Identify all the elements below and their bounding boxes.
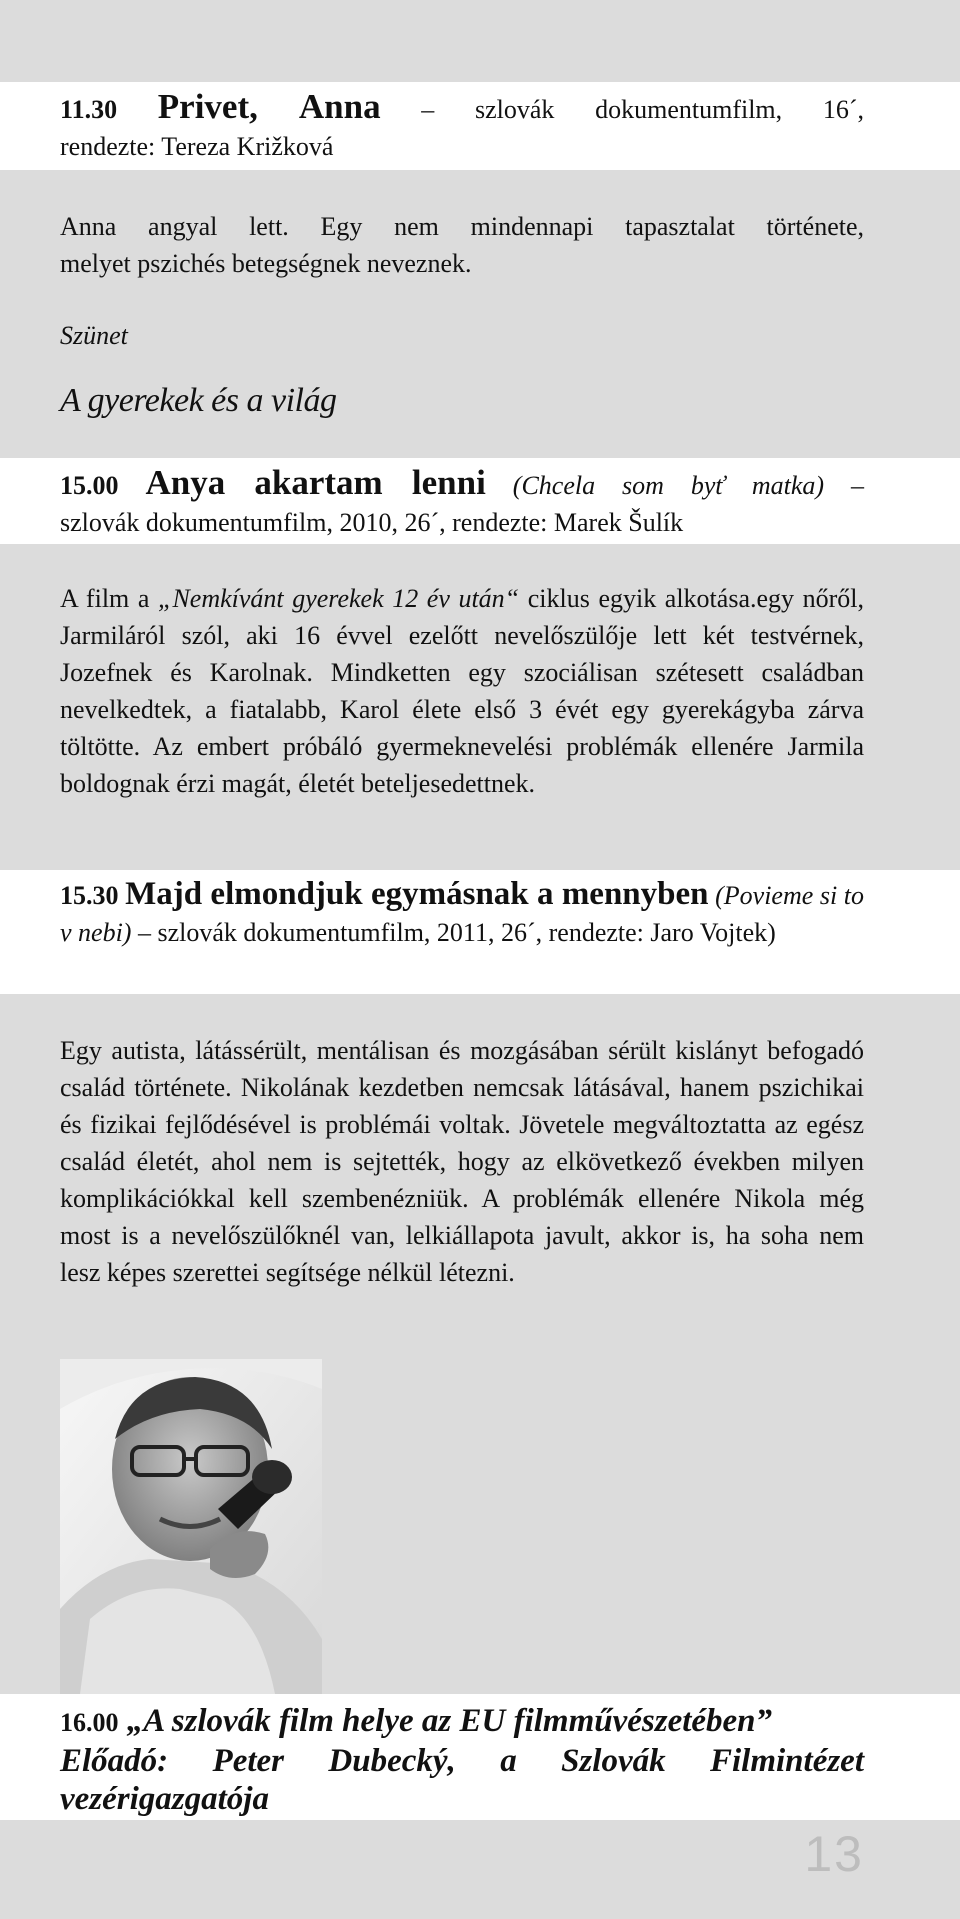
event-2-title: Anya akartam lenni (145, 463, 486, 502)
event-1-desc-line1: Anna angyal lett. Egy nem mindennapi tapasztalat története, (60, 212, 864, 241)
speaker-photo-image (60, 1359, 322, 1694)
event-2-series-name: „Nemkívánt gyerekek 12 év után“ (157, 584, 520, 613)
speaker-photo (60, 1359, 322, 1694)
event-2-meta: szlovák dokumentumfilm, 2010, 26´, rendezte: Marek Šulík (60, 508, 684, 537)
event-1-meta: – szlovák dokumentumfilm, 16´, (380, 95, 865, 124)
event-1-desc-line2: melyet pszichés betegségnek neveznek. (60, 249, 472, 278)
event-1-director: rendezte: Tereza Križková (60, 132, 334, 161)
section-title: A gyerekek és a világ (60, 382, 337, 419)
event-1-line1 (60, 88, 864, 128)
event-1-header (0, 82, 960, 170)
event-4-speaker: Előadó: Peter Dubecký, a Szlovák Filmintézet vezérigazgatója (60, 1743, 864, 1817)
event-3-heading (60, 876, 864, 951)
event-3-meta: – szlovák dokumentumfilm, 2011, 26´, rendezte: Jaro Vojtek) (131, 918, 776, 947)
event-2-desc-pre: A film a (60, 584, 158, 613)
event-2-description (60, 580, 864, 802)
event-2-original-title: (Chcela som byť matka) (512, 471, 825, 500)
event-2-time: 15.00 (60, 471, 119, 500)
event-2-desc-body: ciklus egyik alkotása.egy nőről, Jarmiláról szól, aki 16 évvel ezelőtt nevelőszülője lett két testvérnek, Jozefnek és Karolnak. Mindketten egy szociálisan szétesett családban nevelkedtek, a fiatalabb, Karol élete első 3 évét egy gyerekágyba zárva töltötte. Az embert próbáló gyermeknevelési problémák ellenére Jarmila boldognak érzi magát, életét beteljesedettnek. (60, 584, 864, 798)
event-3-header (0, 870, 960, 994)
event-2-line1 (60, 464, 864, 504)
event-2-header (0, 458, 960, 544)
page-number: 13 (804, 1826, 864, 1882)
event-4-title: „A szlovák film helye az EU filmművészetében” (126, 1703, 773, 1739)
event-2-description-block (0, 544, 960, 870)
event-1-description-block (0, 170, 960, 458)
event-1-time: 11.30 (60, 95, 118, 124)
event-3-original-title: (Povieme si to v nebi) (60, 881, 865, 947)
event-1-title: Privet, Anna (157, 87, 381, 126)
break-label: Szünet (60, 321, 128, 350)
event-3-description: Egy autista, látássérült, mentálisan és mozgásában sérült kislányt befogadó család története. Nikolának kezdetben nemcsak látásával, hanem pszichikai és fizikai fejlődésével is problémái voltak. Jövetele megváltoztatta az egész család életét, ahol nem is sejtették, hogy az elkövetkező években milyen komplikációkkal kell szembenézniük. A problémák ellenére Nikola még most is a nevelőszülőknél van, lelkiállapota javult, akkor is, ha soha nem lesz képes szerettei segítsége nélkül létezni. (60, 1036, 864, 1287)
event-3-time: 15.30 (60, 881, 119, 910)
event-2-dash: – (824, 471, 864, 500)
event-4-time: 16.00 (60, 1708, 119, 1737)
event-4-block (0, 1694, 960, 1820)
event-4-heading (60, 1702, 864, 1742)
event-3-title: Majd elmondjuk egymásnak a mennyben (125, 876, 709, 912)
